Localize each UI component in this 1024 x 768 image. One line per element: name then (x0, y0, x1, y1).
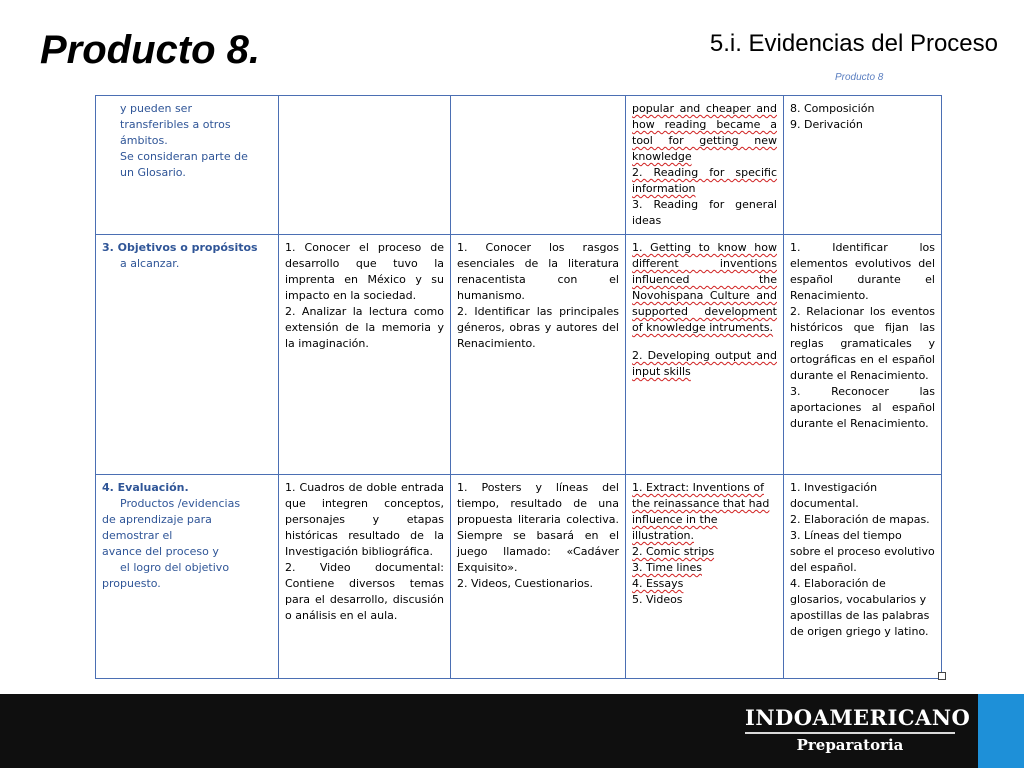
cell-line: 4. Essays (632, 577, 684, 590)
cell-line: 1. Identificar los elementos evolutivos del español durante el Renacimiento. (790, 241, 935, 302)
cell-line: 1. Investigación documental. (790, 481, 878, 510)
row-header: 3. Objetivos o propósitos (102, 241, 258, 254)
cell-line: ámbitos. (120, 134, 168, 147)
evidence-table (95, 95, 942, 679)
table-cell (784, 235, 942, 475)
resize-handle (938, 672, 946, 680)
footer-accent (978, 694, 1024, 768)
cell-line: 3. Líneas del tiempo sobre el proceso evolutivo del español. (790, 529, 935, 574)
table-cell (451, 235, 626, 475)
cell-line: 3. Reconocer las aportaciones al español durante el Renacimiento. (790, 385, 935, 430)
cell-line: un Glosario. (120, 166, 186, 179)
document-label: Producto 8 (835, 72, 884, 83)
table-cell (96, 475, 279, 679)
cell-line: demostrar el (102, 529, 173, 542)
cell-line: transferibles a otros (120, 118, 231, 131)
table-row (96, 96, 942, 235)
table-cell-empty (279, 96, 451, 235)
cell-line: 2. Videos, Cuestionarios. (457, 577, 594, 590)
cell-line: 2. Relacionar los eventos históricos que fijan las reglas gramaticales y ortográficas en el español durante el Renacimiento. (790, 305, 935, 382)
table-cell (626, 96, 784, 235)
cell-line: 2. Identificar las principales géneros, obras y autores del Renacimiento. (457, 305, 619, 350)
cell-line: y pueden ser (120, 102, 192, 115)
table-row (96, 475, 942, 679)
table-cell (784, 96, 942, 235)
cell-line: 1. Extract: Inventions of the reinassance that had influence in the illustration. (632, 481, 770, 542)
footer-bar (0, 694, 1024, 768)
cell-line: 1. Getting to know how different inventions influenced the Novohispana Culture and supported development of knowledge intruments. (632, 241, 777, 334)
table-cell (451, 475, 626, 679)
cell-line: 1. Conocer el proceso de desarrollo que tuvo la imprenta en México y su impacto en la sociedad. (285, 241, 444, 302)
cell-line: 2. Developing output and input skills (632, 349, 777, 378)
table-cell (96, 235, 279, 475)
page-title: Producto 8. (40, 28, 261, 72)
cell-line: 2. Elaboración de mapas. (790, 513, 930, 526)
brand-logo-text: INDOAMERICANO (745, 705, 971, 730)
table-cell (279, 235, 451, 475)
cell-line: 3. Time lines (632, 561, 702, 574)
cell-line: Se consideran parte de (120, 150, 248, 163)
cell-line: de aprendizaje para (102, 513, 212, 526)
brand-subtitle: Preparatoria (796, 736, 904, 754)
cell-line: 2. Video documental: Contiene diversos temas para el desarrollo, discusión o análisis en el aula. (285, 561, 444, 622)
cell-line: 8. Composición (790, 102, 875, 115)
cell-line: 4. Elaboración de glosarios, vocabularios y apostillas de las palabras de origen griego y latino. (790, 577, 930, 638)
table-cell (279, 475, 451, 679)
cell-line: 1. Conocer los rasgos esenciales de la literatura renacentista con el humanismo. (457, 241, 619, 302)
brand-divider (745, 732, 955, 734)
row-header: 4. Evaluación. (102, 481, 189, 494)
cell-line: 5. Videos (632, 593, 683, 606)
table-cell-empty (451, 96, 626, 235)
cell-line: popular and cheaper and how reading became a tool for getting new knowledge (632, 102, 777, 163)
cell-line: Productos /evidencias (120, 497, 241, 510)
cell-line: 9. Derivación (790, 118, 863, 131)
table-cell (784, 475, 942, 679)
cell-line: a alcanzar. (120, 257, 180, 270)
table-cell (96, 96, 279, 235)
cell-line: 2. Reading for specific information (632, 166, 777, 195)
cell-line: 1. Cuadros de doble entrada que integren conceptos, personajes y etapas históricas resultado de la Investigación bibliográfica. (285, 481, 444, 558)
cell-line: 1. Posters y líneas del tiempo, resultado de una propuesta literaria colectiva. Siempre se basará en el juego llamado: «Cadáver Exquisito». (457, 481, 619, 574)
cell-line: 2. Analizar la lectura como extensión de la memoria y la imaginación. (285, 305, 444, 350)
section-subtitle: 5.i. Evidencias del Proceso (709, 30, 998, 57)
table-row (96, 235, 942, 475)
table-cell (626, 235, 784, 475)
table-cell (626, 475, 784, 679)
cell-line: 2. Comic strips (632, 545, 715, 558)
cell-line: propuesto. (102, 577, 161, 590)
cell-line: 3. Reading for general ideas (632, 198, 777, 227)
cell-line: el logro del objetivo (120, 561, 230, 574)
cell-line: avance del proceso y (102, 545, 219, 558)
